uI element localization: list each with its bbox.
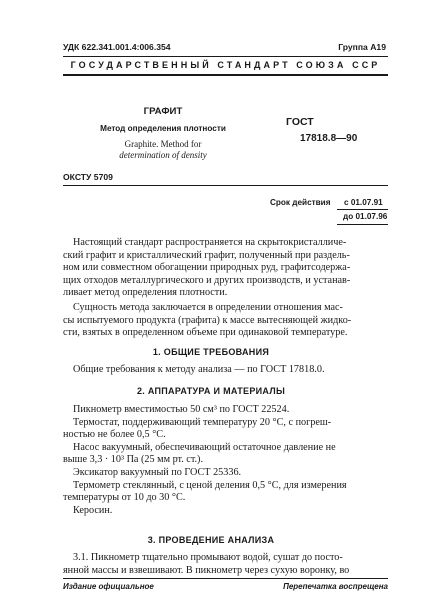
intro-paragraph-1 xyxy=(63,237,388,300)
text-line: ский графит и кристаллический графит, полученный при раздель- xyxy=(63,249,350,261)
header-rule-top xyxy=(63,56,388,57)
validity-rule xyxy=(337,209,388,210)
english-title-line1: Graphite. Method for xyxy=(124,139,202,149)
validity-label: Срок действия xyxy=(270,198,331,207)
text-line: 3.1. Пикнометр тщательно промывают водой, сушат до посто- xyxy=(73,552,343,563)
text-line: Пикнометр вместимостью 50 см³ по ГОСТ 22524. xyxy=(73,404,290,415)
text-line: Термостат, поддерживающий температуру 20 °С, с погреш- xyxy=(73,416,332,428)
text-line: Насос вакуумный, обеспечивающий остаточное давление не xyxy=(73,441,336,453)
footer-reprint-notice: Перепечатка воспрещена xyxy=(283,582,388,591)
text-line: ностью не более 0,5 °С. xyxy=(63,429,166,441)
text-line: Общие требования к методу анализа — по ГОСТ 17818.0. xyxy=(73,364,325,375)
section-3-text xyxy=(63,552,388,577)
udc-line xyxy=(63,42,171,52)
doc-title: ГРАФИТ xyxy=(143,106,183,117)
doc-subtitle: Метод определения плотности xyxy=(100,124,226,133)
section-2-heading: 2. АППАРАТУРА И МАТЕРИАЛЫ xyxy=(136,386,286,396)
header-rule-bottom xyxy=(63,74,388,76)
text-line: сы испытуемого продукта (графита) к массе вытесняющей жидко- xyxy=(63,314,352,326)
text-line: янной массы и взвешивают. В пикнометр через сухую воронку, во xyxy=(63,564,350,576)
section-1-heading: 1. ОБЩИЕ ТРЕБОВАНИЯ xyxy=(152,347,270,357)
english-title xyxy=(63,139,263,161)
validity-from: с 01.07.91 xyxy=(344,198,383,207)
section-2-list xyxy=(63,404,388,517)
text-line: температуры от 10 до 30 °С. xyxy=(63,492,186,504)
text-line: Настоящий стандарт распространяется на скрытокристалличе- xyxy=(73,237,347,248)
section-1-text xyxy=(63,364,388,377)
section-3-heading: 3. ПРОВЕДЕНИЕ АНАЛИЗА xyxy=(147,535,275,545)
gost-label: ГОСТ xyxy=(286,116,314,128)
udc-value: 622.341.001.4:006.354 xyxy=(81,42,171,52)
text-line: щих отходов металлургического и других производств, и устанав- xyxy=(63,274,351,286)
text-line: сти, взятых в определенном объеме при одинаковой температуре. xyxy=(63,327,348,339)
text-line: ном или совместном обогащении природных руд, графитсодержа- xyxy=(63,262,351,274)
udc-label: УДК xyxy=(63,42,80,52)
intro-paragraph-2 xyxy=(63,302,388,340)
validity-to: до 01.07.96 xyxy=(343,212,388,221)
group-code: Группа А19 xyxy=(338,42,386,52)
text-line: ливает метод определения плотности. xyxy=(63,287,228,299)
gost-number: 17818.8—90 xyxy=(300,133,358,144)
text-line: Сущность метода заключается в определении отношения мас- xyxy=(73,302,343,313)
okstu-rule xyxy=(63,185,388,186)
validity-rule-bottom xyxy=(337,224,388,225)
text-line: Керосин. xyxy=(73,504,113,516)
text-line: Эксикатор вакуумный по ГОСТ 25336. xyxy=(73,466,242,478)
english-title-line2: determination of density xyxy=(119,150,207,160)
text-line: выше 3,3 · 10³ Па (25 мм рт. ст.). xyxy=(63,454,204,466)
footer-rule xyxy=(63,578,388,579)
footer-edition: Издание официальное xyxy=(63,582,154,591)
text-line: Термометр стеклянный, с ценой деления 0,5 °С, для измерения xyxy=(73,479,347,491)
okstu-code: ОКСТУ 5709 xyxy=(63,172,113,182)
standard-title: ГОСУДАРСТВЕННЫЙ СТАНДАРТ СОЮЗА ССР xyxy=(70,60,381,70)
